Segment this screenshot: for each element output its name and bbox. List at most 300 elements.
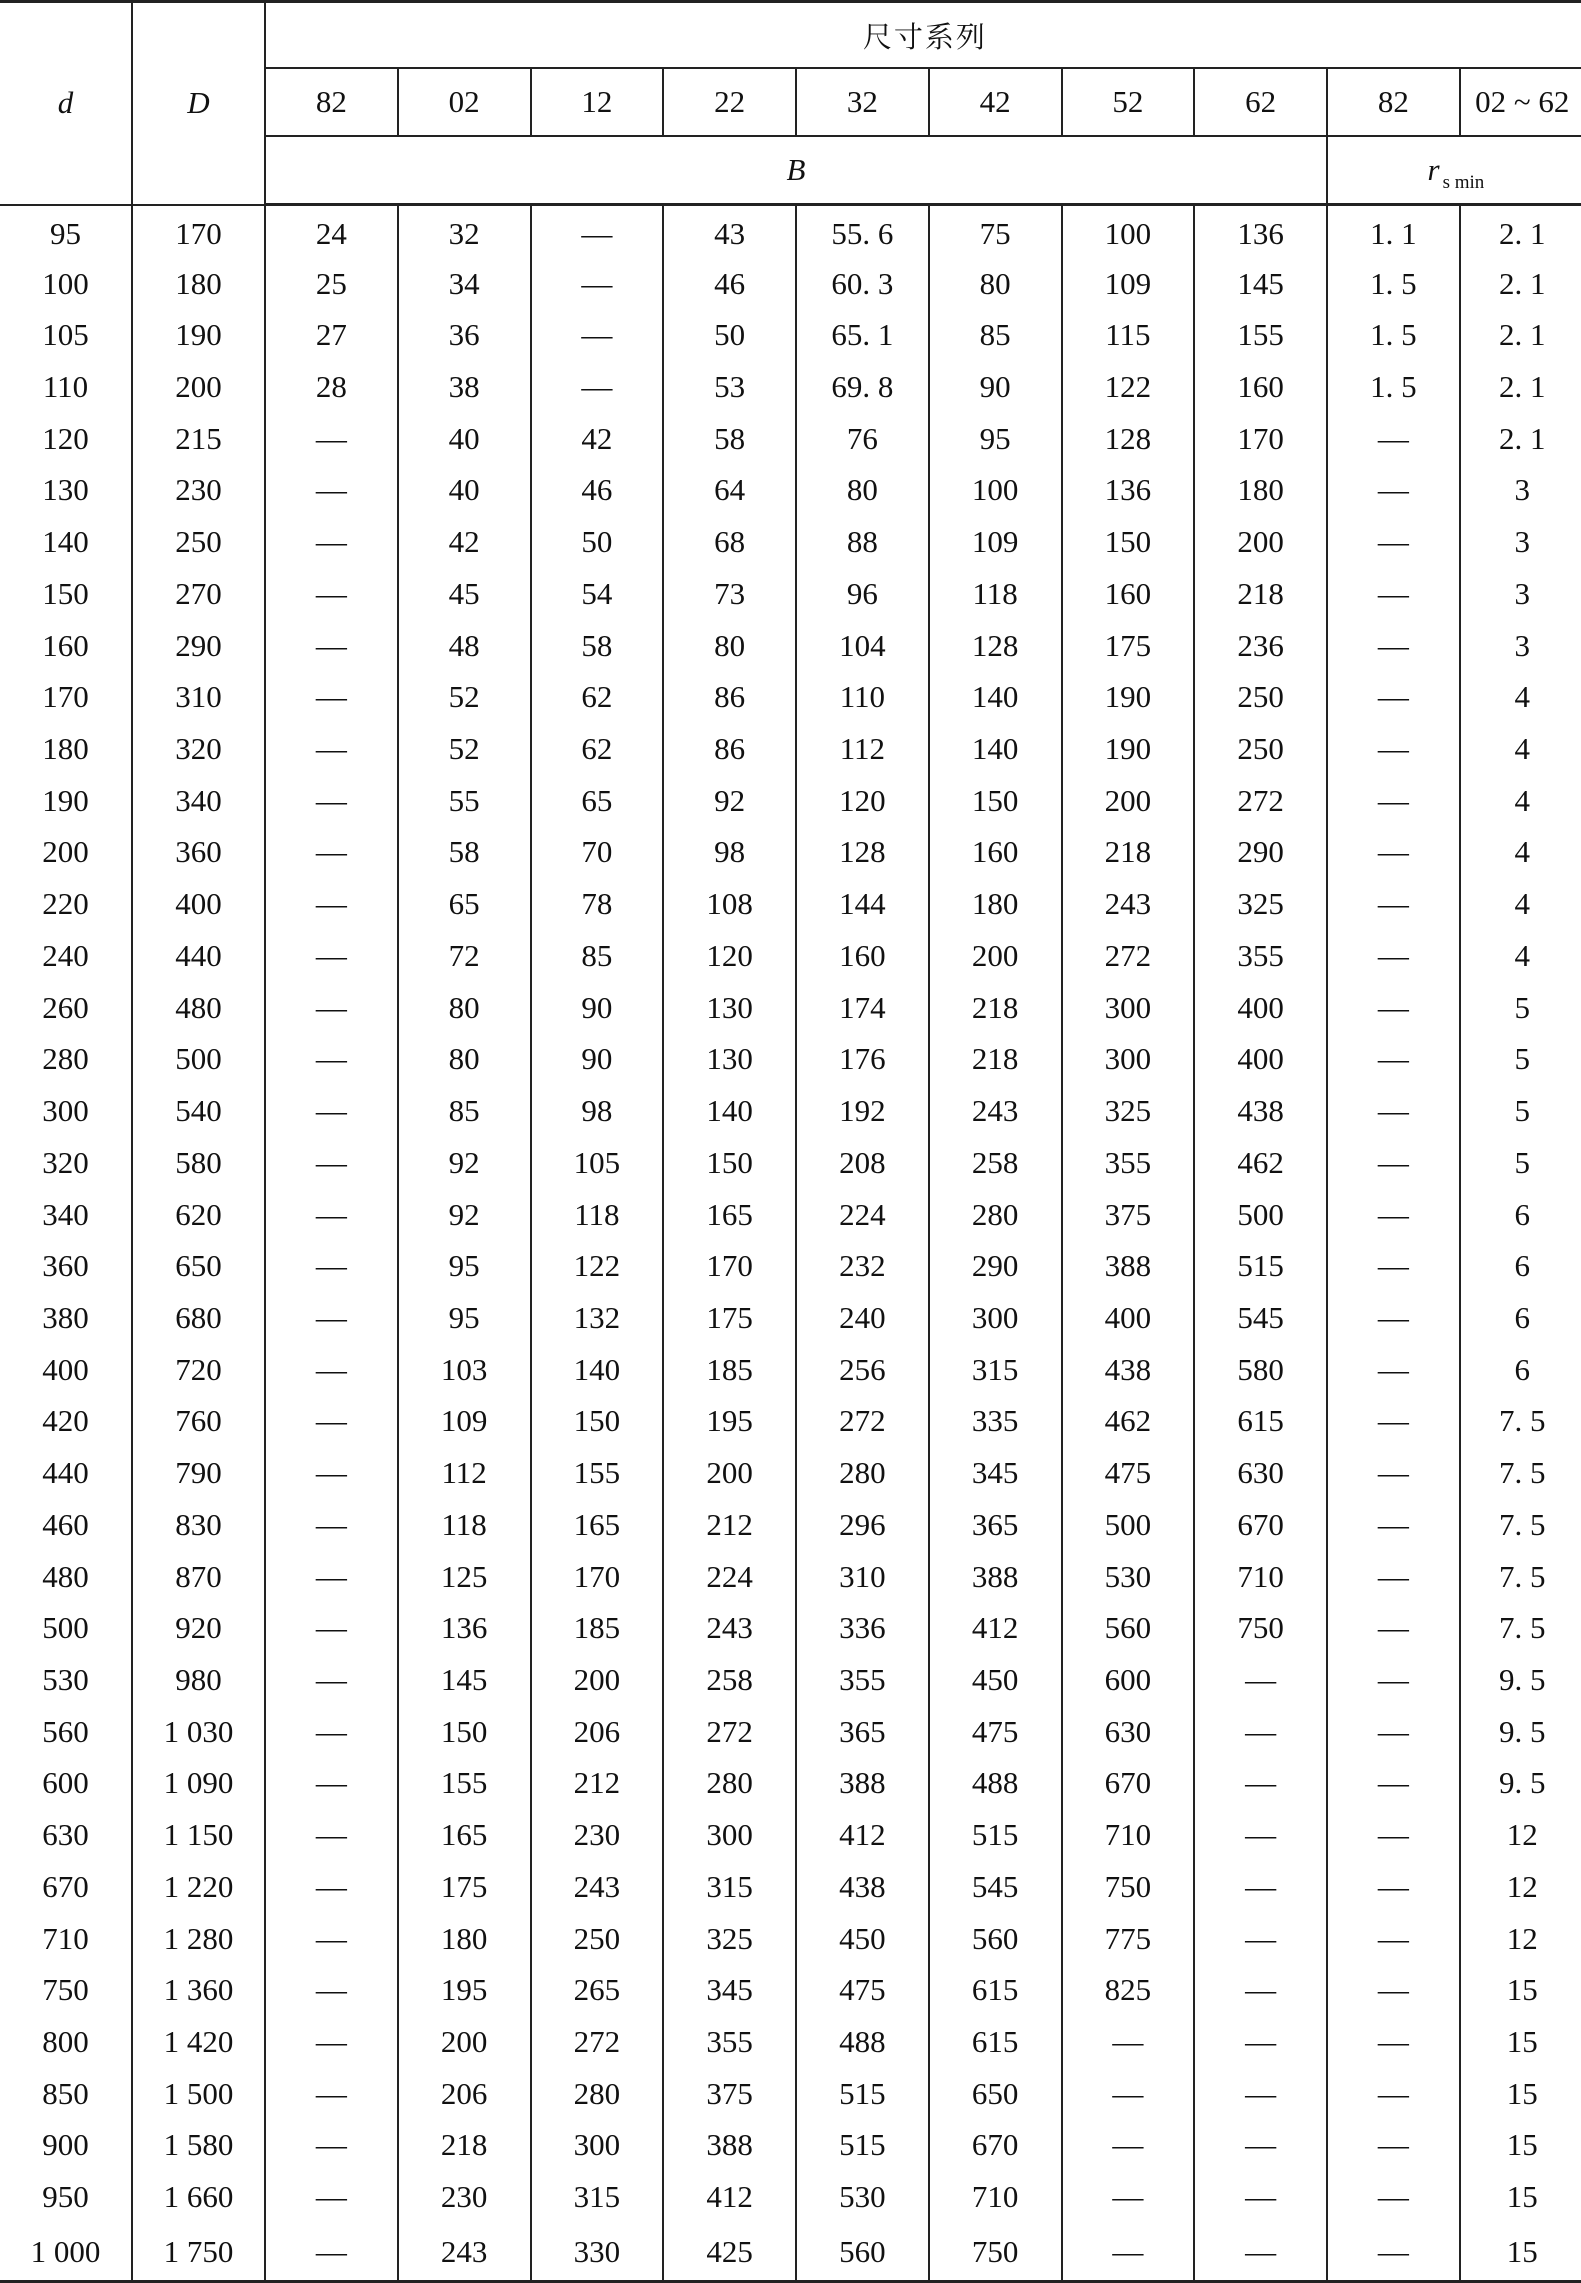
cell-b-32: 560 (796, 2223, 929, 2282)
table-row (0, 205, 1581, 258)
cell-b-82: — (265, 1344, 398, 1396)
table-row (0, 258, 1581, 310)
cell-b-22: 355 (663, 2016, 796, 2068)
cell-b-02: 42 (398, 516, 531, 568)
cell-b-52: 438 (1062, 1344, 1195, 1396)
cell-b-02: 206 (398, 2068, 531, 2120)
cell-b-12: 272 (531, 2016, 664, 2068)
cell-r-02-62: 4 (1460, 878, 1581, 930)
cell-r-82: — (1327, 1344, 1460, 1396)
table-row (0, 568, 1581, 620)
cell-D: 720 (132, 1344, 265, 1396)
cell-b-22: 200 (663, 1447, 796, 1499)
cell-b-02: 112 (398, 1447, 531, 1499)
cell-r-02-62: 15 (1460, 2171, 1581, 2223)
header-series-title: 尺寸系列 (265, 2, 1581, 69)
cell-b-82: — (265, 1085, 398, 1137)
cell-b-02: 34 (398, 258, 531, 310)
cell-b-82: — (265, 2223, 398, 2282)
header-d: d (0, 2, 132, 205)
cell-b-12: — (531, 309, 664, 361)
cell-b-62: 136 (1194, 205, 1327, 258)
cell-r-02-62: 7. 5 (1460, 1499, 1581, 1551)
cell-d: 710 (0, 1913, 132, 1965)
cell-r-82: — (1327, 620, 1460, 672)
cell-r-82: — (1327, 1706, 1460, 1758)
cell-d: 670 (0, 1861, 132, 1913)
cell-b-22: 64 (663, 465, 796, 517)
cell-b-82: — (265, 568, 398, 620)
cell-b-02: 175 (398, 1861, 531, 1913)
cell-b-12: 46 (531, 465, 664, 517)
cell-b-32: 232 (796, 1240, 929, 1292)
cell-b-52: 300 (1062, 982, 1195, 1034)
cell-b-62: 236 (1194, 620, 1327, 672)
cell-r-02-62: 12 (1460, 1861, 1581, 1913)
cell-b-52: 600 (1062, 1654, 1195, 1706)
table-row (0, 2223, 1581, 2282)
cell-b-02: 136 (398, 1602, 531, 1654)
cell-b-32: 104 (796, 620, 929, 672)
table-row (0, 2068, 1581, 2120)
cell-b-82: — (265, 775, 398, 827)
cell-b-82: — (265, 1137, 398, 1189)
cell-r-02-62: 6 (1460, 1344, 1581, 1396)
header-r-subscript: s min (1442, 172, 1485, 193)
cell-b-82: — (265, 1602, 398, 1654)
cell-b-62: — (1194, 1964, 1327, 2016)
cell-b-32: 240 (796, 1292, 929, 1344)
cell-b-42: 710 (929, 2171, 1062, 2223)
cell-b-42: 95 (929, 413, 1062, 465)
cell-b-52: 190 (1062, 671, 1195, 723)
cell-r-02-62: 2. 1 (1460, 258, 1581, 310)
cell-b-42: 85 (929, 309, 1062, 361)
cell-b-62: 400 (1194, 1034, 1327, 1086)
cell-D: 1 150 (132, 1809, 265, 1861)
cell-b-22: 195 (663, 1396, 796, 1448)
cell-r-02-62: 2. 1 (1460, 413, 1581, 465)
cell-r-02-62: 15 (1460, 2016, 1581, 2068)
cell-r-82: — (1327, 1292, 1460, 1344)
cell-b-22: 185 (663, 1344, 796, 1396)
cell-b-52: 462 (1062, 1396, 1195, 1448)
cell-b-62: 515 (1194, 1240, 1327, 1292)
cell-b-42: 335 (929, 1396, 1062, 1448)
cell-b-42: 315 (929, 1344, 1062, 1396)
cell-r-82: — (1327, 775, 1460, 827)
cell-b-52: 128 (1062, 413, 1195, 465)
cell-b-42: 243 (929, 1085, 1062, 1137)
cell-b-62: 615 (1194, 1396, 1327, 1448)
cell-b-22: 388 (663, 2120, 796, 2172)
cell-b-82: — (265, 723, 398, 775)
table-row (0, 775, 1581, 827)
cell-b-42: 258 (929, 1137, 1062, 1189)
cell-D: 1 420 (132, 2016, 265, 2068)
cell-d: 130 (0, 465, 132, 517)
cell-b-52: 475 (1062, 1447, 1195, 1499)
cell-d: 480 (0, 1551, 132, 1603)
cell-D: 180 (132, 258, 265, 310)
cell-b-02: 85 (398, 1085, 531, 1137)
cell-d: 850 (0, 2068, 132, 2120)
cell-b-22: 150 (663, 1137, 796, 1189)
cell-b-12: 155 (531, 1447, 664, 1499)
table-row (0, 361, 1581, 413)
cell-b-12: 132 (531, 1292, 664, 1344)
cell-D: 290 (132, 620, 265, 672)
cell-b-82: — (265, 1499, 398, 1551)
cell-b-82: — (265, 1654, 398, 1706)
cell-b-22: 140 (663, 1085, 796, 1137)
cell-d: 190 (0, 775, 132, 827)
cell-b-22: 243 (663, 1602, 796, 1654)
cell-b-12: 70 (531, 827, 664, 879)
cell-b-42: 80 (929, 258, 1062, 310)
cell-b-62: — (1194, 2120, 1327, 2172)
cell-b-12: 300 (531, 2120, 664, 2172)
cell-b-12: 65 (531, 775, 664, 827)
cell-b-82: 24 (265, 205, 398, 258)
cell-r-02-62: 7. 5 (1460, 1447, 1581, 1499)
cell-b-32: 192 (796, 1085, 929, 1137)
cell-d: 160 (0, 620, 132, 672)
cell-b-22: 73 (663, 568, 796, 620)
cell-b-62: 710 (1194, 1551, 1327, 1603)
cell-r-02-62: 4 (1460, 723, 1581, 775)
cell-r-82: — (1327, 1499, 1460, 1551)
cell-r-82: — (1327, 1913, 1460, 1965)
cell-D: 170 (132, 205, 265, 258)
cell-b-22: 130 (663, 982, 796, 1034)
cell-b-42: 750 (929, 2223, 1062, 2282)
cell-r-82: — (1327, 1034, 1460, 1086)
cell-b-42: 670 (929, 2120, 1062, 2172)
cell-b-82: — (265, 1964, 398, 2016)
series-52: 52 (1062, 68, 1195, 136)
table-row (0, 1034, 1581, 1086)
table-row (0, 1292, 1581, 1344)
cell-b-52: 400 (1062, 1292, 1195, 1344)
cell-r-02-62: 7. 5 (1460, 1602, 1581, 1654)
cell-r-02-62: 2. 1 (1460, 361, 1581, 413)
cell-r-02-62: 3 (1460, 568, 1581, 620)
cell-b-22: 68 (663, 516, 796, 568)
cell-b-82: — (265, 1706, 398, 1758)
cell-b-42: 365 (929, 1499, 1062, 1551)
cell-D: 870 (132, 1551, 265, 1603)
cell-b-02: 125 (398, 1551, 531, 1603)
cell-d: 380 (0, 1292, 132, 1344)
cell-d: 340 (0, 1189, 132, 1241)
table-row (0, 1189, 1581, 1241)
series-32: 32 (796, 68, 929, 136)
cell-b-12: 118 (531, 1189, 664, 1241)
cell-r-02-62: 15 (1460, 1964, 1581, 2016)
cell-r-82: — (1327, 1861, 1460, 1913)
cell-b-42: 412 (929, 1602, 1062, 1654)
cell-b-02: 72 (398, 930, 531, 982)
cell-b-62: 630 (1194, 1447, 1327, 1499)
cell-b-42: 150 (929, 775, 1062, 827)
cell-b-62: — (1194, 2068, 1327, 2120)
cell-b-12: 98 (531, 1085, 664, 1137)
table-header (0, 2, 1581, 205)
cell-b-42: 128 (929, 620, 1062, 672)
table-row (0, 516, 1581, 568)
cell-b-22: 170 (663, 1240, 796, 1292)
cell-b-12: 62 (531, 671, 664, 723)
cell-b-12: 265 (531, 1964, 664, 2016)
cell-D: 1 500 (132, 2068, 265, 2120)
cell-b-82: — (265, 930, 398, 982)
cell-b-82: — (265, 516, 398, 568)
cell-b-82: — (265, 620, 398, 672)
cell-b-32: 110 (796, 671, 929, 723)
cell-d: 440 (0, 1447, 132, 1499)
cell-r-02-62: 7. 5 (1460, 1396, 1581, 1448)
cell-D: 540 (132, 1085, 265, 1137)
cell-b-42: 488 (929, 1758, 1062, 1810)
cell-b-02: 52 (398, 723, 531, 775)
cell-D: 500 (132, 1034, 265, 1086)
cell-b-82: — (265, 1447, 398, 1499)
cell-b-12: 58 (531, 620, 664, 672)
cell-b-52: 109 (1062, 258, 1195, 310)
cell-b-12: 54 (531, 568, 664, 620)
cell-b-12: 78 (531, 878, 664, 930)
cell-b-02: 52 (398, 671, 531, 723)
cell-b-12: 150 (531, 1396, 664, 1448)
table-row (0, 1344, 1581, 1396)
cell-r-02-62: 3 (1460, 516, 1581, 568)
cell-r-02-62: 2. 1 (1460, 309, 1581, 361)
cell-d: 600 (0, 1758, 132, 1810)
header-r: r (1427, 152, 1440, 187)
cell-b-32: 272 (796, 1396, 929, 1448)
cell-r-02-62: 5 (1460, 982, 1581, 1034)
series-02-62: 02 ~ 62 (1460, 68, 1581, 136)
cell-b-52: 190 (1062, 723, 1195, 775)
cell-b-32: 128 (796, 827, 929, 879)
cell-b-52: 530 (1062, 1551, 1195, 1603)
cell-b-22: 80 (663, 620, 796, 672)
cell-r-82: — (1327, 1085, 1460, 1137)
cell-r-02-62: 2. 1 (1460, 205, 1581, 258)
cell-b-02: 95 (398, 1292, 531, 1344)
cell-b-02: 40 (398, 465, 531, 517)
cell-D: 230 (132, 465, 265, 517)
cell-b-32: 515 (796, 2068, 929, 2120)
cell-b-42: 650 (929, 2068, 1062, 2120)
cell-b-22: 258 (663, 1654, 796, 1706)
cell-r-02-62: 6 (1460, 1240, 1581, 1292)
cell-b-62: 200 (1194, 516, 1327, 568)
cell-b-12: 90 (531, 982, 664, 1034)
cell-b-62: — (1194, 2171, 1327, 2223)
cell-b-82: 28 (265, 361, 398, 413)
header-D: D (132, 2, 265, 205)
cell-b-12: 280 (531, 2068, 664, 2120)
cell-b-82: — (265, 1396, 398, 1448)
cell-b-32: 65. 1 (796, 309, 929, 361)
cell-b-12: 206 (531, 1706, 664, 1758)
cell-b-62: 545 (1194, 1292, 1327, 1344)
cell-b-02: 195 (398, 1964, 531, 2016)
cell-b-12: 315 (531, 2171, 664, 2223)
cell-D: 400 (132, 878, 265, 930)
cell-b-82: — (265, 2068, 398, 2120)
cell-r-82: — (1327, 878, 1460, 930)
cell-d: 460 (0, 1499, 132, 1551)
cell-d: 260 (0, 982, 132, 1034)
cell-r-82: — (1327, 2223, 1460, 2282)
cell-b-52: 136 (1062, 465, 1195, 517)
cell-r-82: 1. 5 (1327, 258, 1460, 310)
cell-b-12: 212 (531, 1758, 664, 1810)
cell-b-82: — (265, 1809, 398, 1861)
cell-b-52: 218 (1062, 827, 1195, 879)
table-row (0, 1396, 1581, 1448)
cell-d: 170 (0, 671, 132, 723)
cell-b-62: 500 (1194, 1189, 1327, 1241)
cell-b-42: 118 (929, 568, 1062, 620)
cell-b-62: — (1194, 1861, 1327, 1913)
cell-r-82: — (1327, 930, 1460, 982)
cell-D: 1 280 (132, 1913, 265, 1965)
cell-b-22: 212 (663, 1499, 796, 1551)
cell-r-82: — (1327, 671, 1460, 723)
cell-b-42: 615 (929, 1964, 1062, 2016)
cell-D: 650 (132, 1240, 265, 1292)
cell-b-62: 180 (1194, 465, 1327, 517)
cell-D: 980 (132, 1654, 265, 1706)
cell-b-62: 290 (1194, 827, 1327, 879)
cell-b-12: 250 (531, 1913, 664, 1965)
cell-b-32: 515 (796, 2120, 929, 2172)
cell-D: 215 (132, 413, 265, 465)
table-body (0, 205, 1581, 2282)
cell-D: 320 (132, 723, 265, 775)
cell-d: 630 (0, 1809, 132, 1861)
cell-r-82: — (1327, 1189, 1460, 1241)
cell-r-82: — (1327, 827, 1460, 879)
cell-b-62: 325 (1194, 878, 1327, 930)
cell-b-02: 92 (398, 1189, 531, 1241)
cell-b-42: 290 (929, 1240, 1062, 1292)
cell-b-42: 475 (929, 1706, 1062, 1758)
cell-r-02-62: 6 (1460, 1292, 1581, 1344)
cell-b-32: 224 (796, 1189, 929, 1241)
cell-r-82: 1. 5 (1327, 361, 1460, 413)
table-row (0, 620, 1581, 672)
cell-b-42: 160 (929, 827, 1062, 879)
cell-r-02-62: 5 (1460, 1085, 1581, 1137)
cell-b-32: 160 (796, 930, 929, 982)
cell-b-02: 65 (398, 878, 531, 930)
cell-b-12: 170 (531, 1551, 664, 1603)
cell-b-22: 98 (663, 827, 796, 879)
cell-b-82: — (265, 827, 398, 879)
cell-b-32: 256 (796, 1344, 929, 1396)
series-62: 62 (1194, 68, 1327, 136)
cell-b-32: 208 (796, 1137, 929, 1189)
cell-b-22: 412 (663, 2171, 796, 2223)
cell-b-32: 365 (796, 1706, 929, 1758)
cell-b-82: 27 (265, 309, 398, 361)
cell-D: 790 (132, 1447, 265, 1499)
cell-d: 950 (0, 2171, 132, 2223)
table-row (0, 1654, 1581, 1706)
table-row (0, 1861, 1581, 1913)
table-row (0, 1758, 1581, 1810)
cell-b-42: 345 (929, 1447, 1062, 1499)
cell-b-82: — (265, 1034, 398, 1086)
cell-b-52: 122 (1062, 361, 1195, 413)
cell-r-82: — (1327, 1602, 1460, 1654)
cell-r-82: — (1327, 1240, 1460, 1292)
cell-b-52: 500 (1062, 1499, 1195, 1551)
cell-b-52: 100 (1062, 205, 1195, 258)
cell-b-02: 80 (398, 982, 531, 1034)
cell-D: 1 360 (132, 1964, 265, 2016)
series-02: 02 (398, 68, 531, 136)
cell-b-32: 296 (796, 1499, 929, 1551)
cell-b-42: 100 (929, 465, 1062, 517)
table-row (0, 309, 1581, 361)
cell-b-02: 200 (398, 2016, 531, 2068)
cell-D: 760 (132, 1396, 265, 1448)
cell-D: 830 (132, 1499, 265, 1551)
cell-d: 500 (0, 1602, 132, 1654)
table-row (0, 982, 1581, 1034)
cell-r-02-62: 3 (1460, 620, 1581, 672)
cell-r-82: — (1327, 982, 1460, 1034)
cell-b-42: 615 (929, 2016, 1062, 2068)
cell-b-32: 438 (796, 1861, 929, 1913)
cell-b-22: 175 (663, 1292, 796, 1344)
cell-b-42: 545 (929, 1861, 1062, 1913)
table-row (0, 930, 1581, 982)
cell-b-62: — (1194, 2016, 1327, 2068)
cell-b-32: 112 (796, 723, 929, 775)
cell-b-02: 109 (398, 1396, 531, 1448)
cell-r-82: 1. 1 (1327, 205, 1460, 258)
cell-b-82: — (265, 1189, 398, 1241)
cell-r-02-62: 15 (1460, 2120, 1581, 2172)
cell-D: 1 750 (132, 2223, 265, 2282)
cell-b-52: 325 (1062, 1085, 1195, 1137)
cell-b-22: 165 (663, 1189, 796, 1241)
cell-d: 800 (0, 2016, 132, 2068)
cell-b-32: 55. 6 (796, 205, 929, 258)
cell-b-62: 438 (1194, 1085, 1327, 1137)
cell-b-62: 145 (1194, 258, 1327, 310)
cell-b-22: 130 (663, 1034, 796, 1086)
cell-b-12: 122 (531, 1240, 664, 1292)
cell-b-22: 345 (663, 1964, 796, 2016)
cell-b-32: 280 (796, 1447, 929, 1499)
table-row (0, 1706, 1581, 1758)
cell-b-22: 86 (663, 723, 796, 775)
cell-b-22: 58 (663, 413, 796, 465)
cell-b-02: 218 (398, 2120, 531, 2172)
cell-b-42: 515 (929, 1809, 1062, 1861)
cell-b-32: 60. 3 (796, 258, 929, 310)
cell-b-22: 120 (663, 930, 796, 982)
cell-b-52: — (1062, 2016, 1195, 2068)
